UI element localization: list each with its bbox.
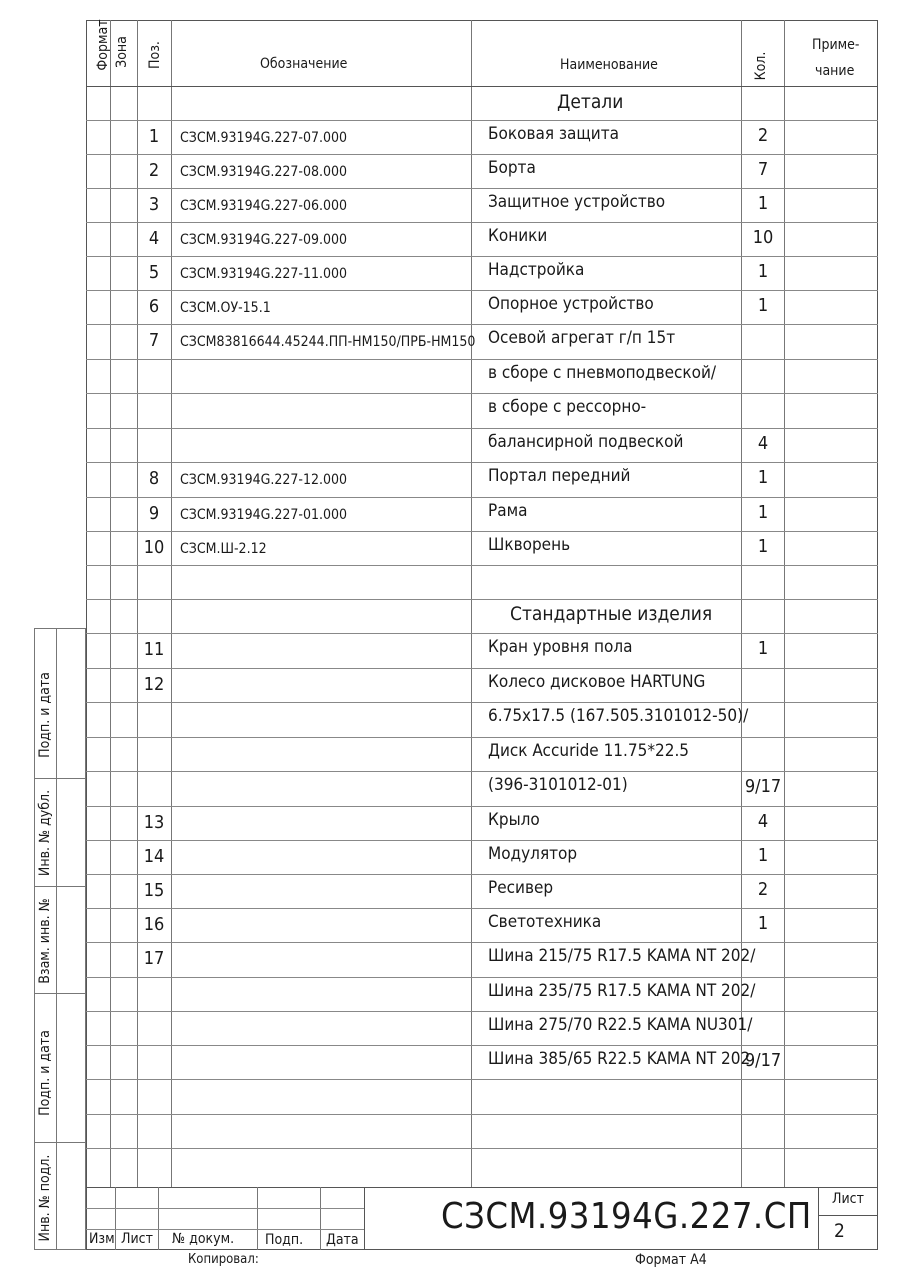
row-designation: СЗСМ.93194G.227-07.000 [180, 130, 347, 146]
row-qty: 7 [757, 159, 769, 180]
row-name: Боковая защита [488, 124, 620, 144]
row-line [86, 668, 878, 669]
stamp-h1 [86, 1208, 364, 1209]
row-name: в сборе с рессорно- [488, 397, 647, 417]
stamp-podp: Подп. [265, 1232, 304, 1248]
stamp-doc-no: № докум. [172, 1231, 235, 1247]
row-name: Портал передний [488, 466, 631, 486]
row-pos: 17 [143, 948, 165, 969]
row-designation: СЗСМ.Ш-2.12 [180, 541, 267, 557]
row-line [86, 1045, 878, 1046]
row-name: Светотехника [488, 912, 602, 932]
row-qty: 1 [757, 467, 769, 488]
row-line [86, 633, 878, 634]
row-name: Крыло [488, 810, 540, 830]
row-qty: 2 [757, 879, 769, 900]
row-pos: 5 [148, 262, 160, 283]
stamp-sheet-no: 2 [834, 1220, 845, 1242]
row-line [86, 222, 878, 223]
row-name: Рама [488, 501, 528, 521]
row-name: Диск Accuride 11.75*22.5 [488, 741, 690, 761]
row-pos: 16 [143, 914, 165, 935]
row-qty: 4 [757, 433, 769, 454]
row-pos: 13 [143, 812, 165, 833]
row-name: Шина 275/70 R22.5 KAMA NU301/ [488, 1015, 753, 1035]
row-line [86, 428, 878, 429]
row-name: Защитное устройство [488, 192, 666, 212]
stamp-v5 [364, 1187, 365, 1250]
side-line-4 [34, 1142, 86, 1143]
header-format: Формат [95, 19, 111, 71]
row-qty: 9/17 [744, 776, 782, 797]
row-designation: СЗСМ.93194G.227-12.000 [180, 472, 347, 488]
stamp-sheet-label: Лист [832, 1191, 864, 1207]
row-line [86, 462, 878, 463]
row-name: Борта [488, 158, 536, 178]
row-pos: 14 [143, 846, 165, 867]
row-line [86, 977, 878, 978]
row-line [86, 942, 878, 943]
side-line-1 [34, 778, 86, 779]
row-pos: 9 [148, 503, 160, 524]
row-name: Шина 215/75 R17.5 KAMA NT 202/ [488, 946, 756, 966]
row-line [86, 702, 878, 703]
row-name: Модулятор [488, 844, 578, 864]
stamp-designation: СЗСМ.93194G.227.СП [441, 1196, 812, 1237]
stamp-top-line [86, 1187, 878, 1188]
row-name: Колесо дисковое HARTUNG [488, 672, 706, 692]
stamp-h2 [86, 1229, 364, 1230]
row-line [86, 393, 878, 394]
row-line [86, 874, 878, 875]
row-qty: 1 [757, 638, 769, 659]
row-qty: 1 [757, 845, 769, 866]
stamp-izm: Изм [89, 1231, 115, 1247]
header-note-1: Приме- [812, 37, 860, 53]
row-qty: 1 [757, 261, 769, 282]
row-pos: 1 [148, 126, 160, 147]
row-qty: 9/17 [744, 1050, 782, 1071]
row-name: Опорное устройство [488, 294, 654, 314]
row-pos: 6 [148, 296, 160, 317]
row-name: Надстройка [488, 260, 585, 280]
row-line [86, 1148, 878, 1149]
row-pos: 12 [143, 674, 165, 695]
row-pos: 4 [148, 228, 160, 249]
row-line [86, 359, 878, 360]
side-line-3 [34, 993, 86, 994]
stamp-v3 [257, 1187, 258, 1250]
row-qty: 4 [757, 811, 769, 832]
side-inv-podl: Инв. № подл. [37, 1154, 53, 1242]
row-line [86, 1114, 878, 1115]
row-designation: СЗСМ.ОУ-15.1 [180, 300, 271, 316]
row-name: Кран уровня пола [488, 637, 633, 657]
row-designation: СЗСМ.93194G.227-01.000 [180, 507, 347, 523]
row-designation: СЗСМ.93194G.227-06.000 [180, 198, 347, 214]
row-qty: 1 [757, 502, 769, 523]
header-qty: Кол. [753, 51, 769, 81]
stamp-data: Дата [326, 1232, 359, 1248]
footer-format: Формат А4 [635, 1252, 707, 1268]
row-line [86, 188, 878, 189]
side-podp-data-2: Подп. и дата [37, 1030, 53, 1116]
stamp-v2 [158, 1187, 159, 1250]
row-pos: 7 [148, 330, 160, 351]
row-designation: СЗСМ.93194G.227-09.000 [180, 232, 347, 248]
row-line [86, 290, 878, 291]
row-qty: 1 [757, 913, 769, 934]
row-line [86, 256, 878, 257]
row-name: (396-3101012-01) [488, 775, 628, 795]
stamp-v4 [320, 1187, 321, 1250]
side-vzam-inv: Взам. инв. № [37, 898, 53, 984]
row-pos: 10 [143, 537, 165, 558]
row-name: в сборе с пневмоподвеской/ [488, 363, 717, 383]
row-pos: 8 [148, 468, 160, 489]
row-name: Ресивер [488, 878, 554, 898]
side-line-2 [34, 886, 86, 887]
row-name: Коники [488, 226, 548, 246]
row-designation: СЗСМ83816644.45244.ПП-НМ150/ПРБ-НМ150 [180, 334, 476, 350]
stamp-v1 [115, 1187, 116, 1250]
row-line [86, 908, 878, 909]
section-standard: Стандартные изделия [510, 603, 713, 625]
row-qty: 10 [752, 227, 774, 248]
header-pos: Поз. [147, 41, 163, 69]
row-line [86, 154, 878, 155]
stamp-list: Лист [121, 1231, 153, 1247]
row-qty: 1 [757, 536, 769, 557]
row-name: Осевой агрегат г/п 15т [488, 328, 676, 348]
side-inv-dubl: Инв. № дубл. [37, 789, 53, 877]
row-qty: 2 [757, 125, 769, 146]
row-pos: 3 [148, 194, 160, 215]
row-name: Шина 385/65 R22.5 KAMA NT 202 [488, 1049, 751, 1069]
stamp-h3 [818, 1215, 878, 1216]
row-qty: 1 [757, 295, 769, 316]
row-name: балансирной подвеской [488, 432, 684, 452]
row-designation: СЗСМ.93194G.227-08.000 [180, 164, 347, 180]
row-name: Шкворень [488, 535, 571, 555]
row-line [86, 120, 878, 121]
header-designation: Обозначение [260, 56, 348, 72]
row-line [86, 531, 878, 532]
header-note-2: чание [815, 63, 855, 79]
section-parts: Детали [557, 91, 624, 113]
row-line [86, 806, 878, 807]
stamp-v6 [818, 1187, 819, 1250]
row-line [86, 324, 878, 325]
row-line [86, 497, 878, 498]
header-name: Наименование [560, 57, 658, 73]
header-zone: Зона [114, 36, 130, 68]
row-line [86, 737, 878, 738]
row-line [86, 599, 878, 600]
row-name: Шина 235/75 R17.5 KAMA NT 202/ [488, 981, 756, 1001]
row-pos: 2 [148, 160, 160, 181]
row-pos: 15 [143, 880, 165, 901]
row-line [86, 1011, 878, 1012]
row-line [86, 1079, 878, 1080]
row-line [86, 840, 878, 841]
footer-copied: Копировал: [188, 1252, 259, 1267]
row-name: 6.75х17.5 (167.505.3101012-50)/ [488, 706, 749, 726]
row-designation: СЗСМ.93194G.227-11.000 [180, 266, 347, 282]
row-qty: 1 [757, 193, 769, 214]
side-strip-divider [56, 628, 57, 1250]
row-pos: 11 [143, 639, 165, 660]
row-line [86, 565, 878, 566]
row-line [86, 771, 878, 772]
side-podp-data-1: Подп. и дата [37, 672, 53, 758]
